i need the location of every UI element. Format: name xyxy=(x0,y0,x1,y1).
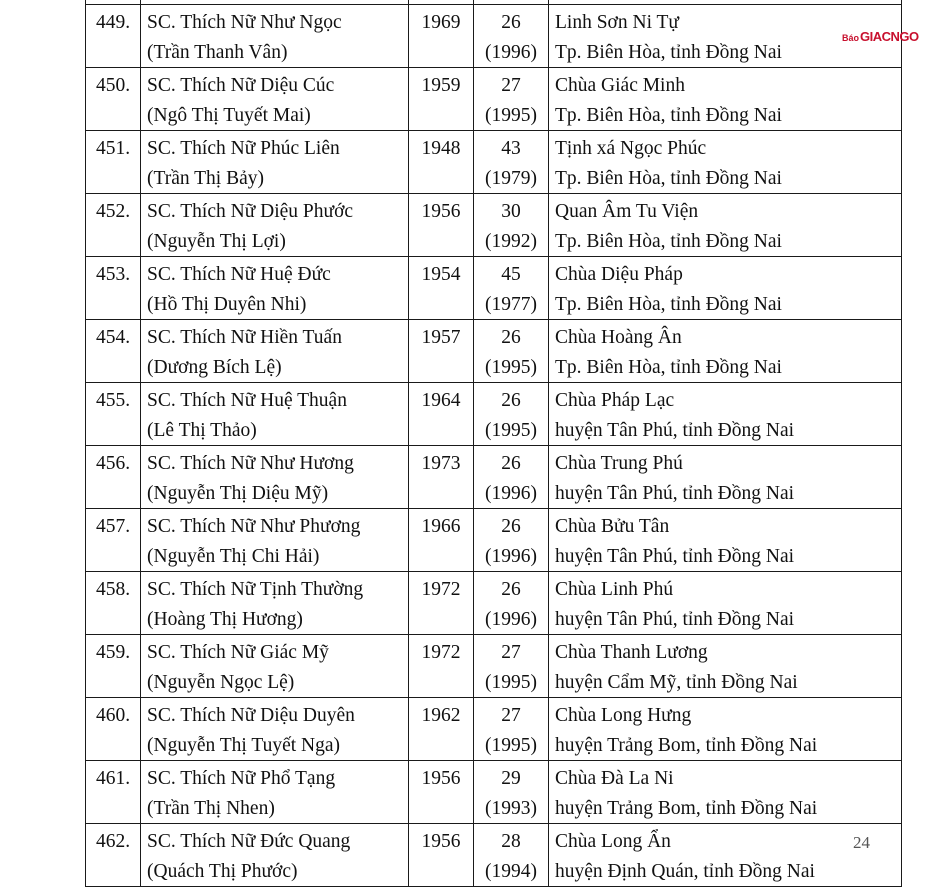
year: (1995) xyxy=(485,104,537,126)
row-number-cell xyxy=(86,68,141,131)
lay-name: (Nguyễn Thị Lợi) xyxy=(147,230,286,252)
lay-name: (Trần Thị Nhen) xyxy=(147,797,275,819)
row-number-cell xyxy=(86,446,141,509)
name-cell xyxy=(141,320,409,383)
temple-location: huyện Tân Phú, tỉnh Đồng Nai xyxy=(555,482,795,504)
row-number: 460. xyxy=(95,705,131,726)
lay-name: (Nguyễn Thị Diệu Mỹ) xyxy=(147,482,329,504)
age: 26 xyxy=(501,327,521,348)
name-cell xyxy=(141,509,409,572)
age: 27 xyxy=(501,75,521,96)
table-row xyxy=(86,635,902,698)
age: 26 xyxy=(501,516,521,537)
age: 45 xyxy=(501,264,521,285)
temple-cell xyxy=(549,824,902,887)
name-cell xyxy=(141,68,409,131)
name-cell xyxy=(141,446,409,509)
age-cell xyxy=(474,761,549,824)
age: 26 xyxy=(501,453,521,474)
dharma-name: SC. Thích Nữ Diệu Duyên xyxy=(147,705,355,726)
row-number-cell xyxy=(86,257,141,320)
birth-year: 1959 xyxy=(421,75,461,96)
row-number: 451. xyxy=(95,138,131,159)
temple-cell xyxy=(549,194,902,257)
dharma-name: SC. Thích Nữ Giác Mỹ xyxy=(147,642,329,663)
temple-cell xyxy=(549,383,902,446)
row-number: 453. xyxy=(95,264,131,285)
age-cell xyxy=(474,194,549,257)
giacngo-logo: BáoGIACNGO xyxy=(842,29,919,44)
dharma-name: SC. Thích Nữ Như Ngọc xyxy=(147,12,342,33)
year: (1996) xyxy=(485,608,537,630)
birth-year: 1954 xyxy=(421,264,461,285)
temple-name: Chùa Diệu Pháp xyxy=(555,264,683,285)
year: (1995) xyxy=(485,671,537,693)
temple-cell xyxy=(549,68,902,131)
age-cell xyxy=(474,572,549,635)
dharma-name: SC. Thích Nữ Huệ Đức xyxy=(147,264,331,285)
year: (1996) xyxy=(485,545,537,567)
birth-year: 1969 xyxy=(421,12,461,33)
birth-year-cell xyxy=(409,257,474,320)
temple-cell xyxy=(549,761,902,824)
year: (1979) xyxy=(485,167,537,189)
year: (1996) xyxy=(485,41,537,63)
temple-cell xyxy=(549,698,902,761)
temple-location: huyện Định Quán, tỉnh Đồng Nai xyxy=(555,860,815,882)
age-cell xyxy=(474,698,549,761)
name-cell xyxy=(141,383,409,446)
temple-cell xyxy=(549,635,902,698)
birth-year: 1956 xyxy=(421,201,461,222)
age: 43 xyxy=(501,138,521,159)
birth-year-cell xyxy=(409,572,474,635)
dharma-name: SC. Thích Nữ Diệu Phước xyxy=(147,201,354,222)
birth-year: 1964 xyxy=(421,390,461,411)
temple-cell xyxy=(549,572,902,635)
row-number: 456. xyxy=(95,453,131,474)
temple-name: Chùa Long Hưng xyxy=(555,705,692,726)
lay-name: (Hồ Thị Duyên Nhi) xyxy=(147,293,307,315)
dharma-name: SC. Thích Nữ Phổ Tạng xyxy=(147,768,336,789)
age-cell xyxy=(474,5,549,68)
temple-name: Chùa Trung Phú xyxy=(555,453,683,474)
document-page xyxy=(85,0,901,887)
table-row xyxy=(86,131,902,194)
age-cell xyxy=(474,131,549,194)
temple-name: Chùa Pháp Lạc xyxy=(555,390,675,411)
temple-name: Chùa Thanh Lương xyxy=(555,642,708,663)
temple-location: huyện Tân Phú, tỉnh Đồng Nai xyxy=(555,419,795,441)
birth-year: 1956 xyxy=(421,831,461,852)
dharma-name: SC. Thích Nữ Đức Quang xyxy=(147,831,351,852)
row-number: 454. xyxy=(95,327,131,348)
table-row xyxy=(86,509,902,572)
lay-name: (Nguyễn Ngọc Lệ) xyxy=(147,671,295,693)
temple-location: Tp. Biên Hòa, tỉnh Đồng Nai xyxy=(555,230,782,252)
age: 27 xyxy=(501,705,521,726)
year: (1995) xyxy=(485,734,537,756)
age: 28 xyxy=(501,831,521,852)
temple-cell xyxy=(549,257,902,320)
table-row xyxy=(86,5,902,68)
table-row xyxy=(86,572,902,635)
temple-location: Tp. Biên Hòa, tỉnh Đồng Nai xyxy=(555,104,782,126)
name-cell xyxy=(141,572,409,635)
temple-location: huyện Cẩm Mỹ, tỉnh Đồng Nai xyxy=(555,671,798,693)
dharma-name: SC. Thích Nữ Phúc Liên xyxy=(147,138,340,159)
birth-year: 1972 xyxy=(421,579,461,600)
row-number-cell xyxy=(86,572,141,635)
birth-year-cell xyxy=(409,509,474,572)
birth-year-cell xyxy=(409,698,474,761)
row-number: 449. xyxy=(95,12,131,33)
dharma-name: SC. Thích Nữ Như Phương xyxy=(147,516,361,537)
row-number: 459. xyxy=(95,642,131,663)
table-row xyxy=(86,446,902,509)
lay-name: (Lê Thị Thảo) xyxy=(147,419,257,441)
temple-cell xyxy=(549,446,902,509)
table-row xyxy=(86,698,902,761)
age-cell xyxy=(474,320,549,383)
age: 30 xyxy=(501,201,521,222)
birth-year: 1972 xyxy=(421,642,461,663)
temple-name: Chùa Linh Phú xyxy=(555,579,674,600)
dharma-name: SC. Thích Nữ Diệu Cúc xyxy=(147,75,335,96)
nun-roster-table xyxy=(85,0,902,887)
birth-year-cell xyxy=(409,194,474,257)
year: (1977) xyxy=(485,293,537,315)
name-cell xyxy=(141,5,409,68)
age-cell xyxy=(474,383,549,446)
dharma-name: SC. Thích Nữ Như Hương xyxy=(147,453,354,474)
row-number-cell xyxy=(86,194,141,257)
name-cell xyxy=(141,131,409,194)
birth-year-cell xyxy=(409,761,474,824)
temple-location: Tp. Biên Hòa, tỉnh Đồng Nai xyxy=(555,167,782,189)
table-row xyxy=(86,320,902,383)
row-number-cell xyxy=(86,131,141,194)
row-number-cell xyxy=(86,635,141,698)
name-cell xyxy=(141,761,409,824)
year: (1995) xyxy=(485,419,537,441)
table-row xyxy=(86,257,902,320)
temple-location: huyện Tân Phú, tỉnh Đồng Nai xyxy=(555,545,795,567)
lay-name: (Trần Thị Bảy) xyxy=(147,167,264,189)
age: 26 xyxy=(501,579,521,600)
name-cell xyxy=(141,635,409,698)
temple-location: huyện Trảng Bom, tỉnh Đồng Nai xyxy=(555,797,818,819)
temple-location: huyện Trảng Bom, tỉnh Đồng Nai xyxy=(555,734,818,756)
temple-location: Tp. Biên Hòa, tỉnh Đồng Nai xyxy=(555,293,782,315)
year: (1995) xyxy=(485,356,537,378)
name-cell xyxy=(141,824,409,887)
temple-name: Quan Âm Tu Viện xyxy=(555,201,699,222)
row-number-cell xyxy=(86,383,141,446)
age-cell xyxy=(474,446,549,509)
year: (1992) xyxy=(485,230,537,252)
lay-name: (Quách Thị Phước) xyxy=(147,860,298,882)
birth-year: 1966 xyxy=(421,516,461,537)
row-number-cell xyxy=(86,320,141,383)
temple-name: Chùa Đà La Ni xyxy=(555,768,674,789)
row-number-cell xyxy=(86,698,141,761)
birth-year: 1973 xyxy=(421,453,461,474)
lay-name: (Dương Bích Lệ) xyxy=(147,356,282,378)
name-cell xyxy=(141,698,409,761)
row-number-cell xyxy=(86,509,141,572)
year: (1996) xyxy=(485,482,537,504)
table-row xyxy=(86,383,902,446)
temple-name: Chùa Giác Minh xyxy=(555,75,685,96)
temple-cell xyxy=(549,509,902,572)
birth-year-cell xyxy=(409,446,474,509)
birth-year-cell xyxy=(409,320,474,383)
birth-year: 1948 xyxy=(421,138,461,159)
age-cell xyxy=(474,68,549,131)
lay-name: (Nguyễn Thị Chi Hải) xyxy=(147,545,320,567)
table-row xyxy=(86,824,902,887)
age-cell xyxy=(474,635,549,698)
age: 29 xyxy=(501,768,521,789)
table-row xyxy=(86,761,902,824)
row-number: 455. xyxy=(95,390,131,411)
age: 26 xyxy=(501,12,521,33)
temple-name: Linh Sơn Ni Tự xyxy=(555,12,679,33)
row-number: 458. xyxy=(95,579,131,600)
row-number-cell xyxy=(86,5,141,68)
dharma-name: SC. Thích Nữ Hiền Tuấn xyxy=(147,327,342,348)
temple-location: Tp. Biên Hòa, tỉnh Đồng Nai xyxy=(555,41,782,63)
birth-year-cell xyxy=(409,383,474,446)
temple-name: Tịnh xá Ngọc Phúc xyxy=(555,138,707,159)
age: 27 xyxy=(501,642,521,663)
age: 26 xyxy=(501,390,521,411)
temple-name: Chùa Bửu Tân xyxy=(555,516,670,537)
lay-name: (Ngô Thị Tuyết Mai) xyxy=(147,104,311,126)
table-row xyxy=(86,194,902,257)
temple-cell xyxy=(549,131,902,194)
birth-year-cell xyxy=(409,635,474,698)
age-cell xyxy=(474,824,549,887)
row-number: 457. xyxy=(95,516,131,537)
row-number: 452. xyxy=(95,201,131,222)
row-number-cell xyxy=(86,824,141,887)
temple-location: huyện Tân Phú, tỉnh Đồng Nai xyxy=(555,608,795,630)
temple-location: Tp. Biên Hòa, tỉnh Đồng Nai xyxy=(555,356,782,378)
lay-name: (Trần Thanh Vân) xyxy=(147,41,288,63)
dharma-name: SC. Thích Nữ Huệ Thuận xyxy=(147,390,347,411)
birth-year-cell xyxy=(409,5,474,68)
row-number: 450. xyxy=(95,75,131,96)
name-cell xyxy=(141,257,409,320)
table-row xyxy=(86,68,902,131)
birth-year: 1956 xyxy=(421,768,461,789)
birth-year-cell xyxy=(409,68,474,131)
temple-name: Chùa Hoàng Ân xyxy=(555,327,682,348)
temple-name: Chùa Long Ẩn xyxy=(555,831,671,852)
year: (1994) xyxy=(485,860,537,882)
birth-year: 1957 xyxy=(421,327,461,348)
age-cell xyxy=(474,509,549,572)
birth-year-cell xyxy=(409,824,474,887)
lay-name: (Hoàng Thị Hương) xyxy=(147,608,303,630)
birth-year: 1962 xyxy=(421,705,461,726)
row-number: 462. xyxy=(95,831,131,852)
page-number: 24 xyxy=(853,833,870,852)
row-number-cell xyxy=(86,761,141,824)
age-cell xyxy=(474,257,549,320)
lay-name: (Nguyễn Thị Tuyết Nga) xyxy=(147,734,341,756)
row-number: 461. xyxy=(95,768,131,789)
temple-cell xyxy=(549,320,902,383)
name-cell xyxy=(141,194,409,257)
birth-year-cell xyxy=(409,131,474,194)
year: (1993) xyxy=(485,797,537,819)
dharma-name: SC. Thích Nữ Tịnh Thường xyxy=(147,579,364,600)
